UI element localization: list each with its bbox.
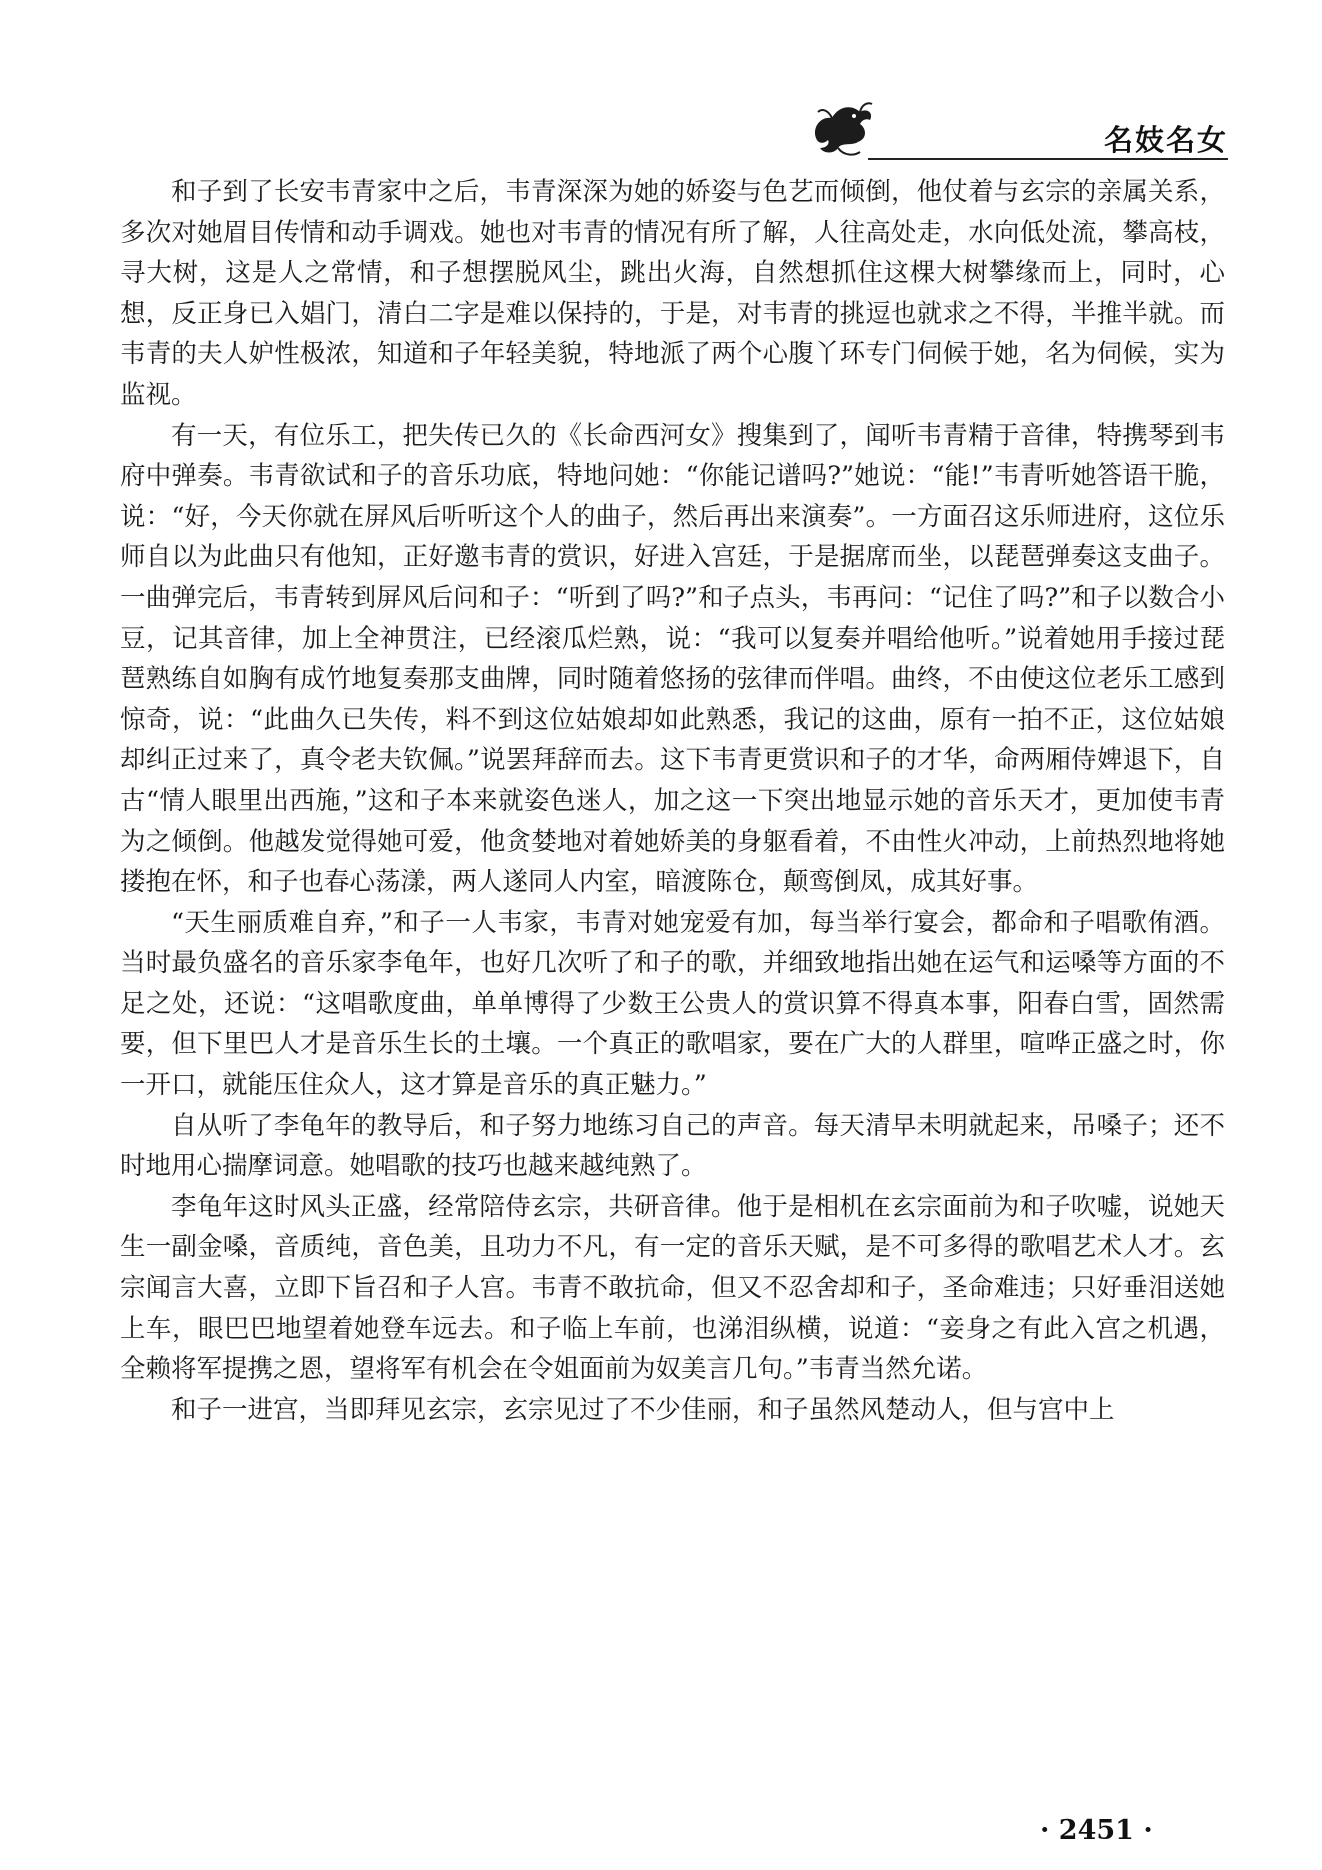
- page-number: · 2451 ·: [1040, 1815, 1153, 1846]
- paragraph: 有一天，有位乐工，把失传已久的《长命西河女》搜集到了，闻听韦青精于音律，特携琴到韦府中弹奏。韦青欲试和子的音乐功底，特地问她：“你能记谱吗?”她说：“能!”韦青听她答语干脆，说：“好，今天你就在屏风后听听这个人的曲子，然后再出来演奏”。一方面召这乐师进府，这位乐师自以为此曲只有他知，正好邀韦青的赏识，好进入宫廷，于是据席而坐，以琵琶弹奏这支曲子。一曲弹完后，韦青转到屏风后问和子：“听到了吗?”和子点头，韦再问：“记住了吗?”和子以数合小豆，记其音律，加上全神贯注，已经滚瓜烂熟，说：“我可以复奏并唱给他听。”说着她用手接过琵琶熟练自如胸有成竹地复奏那支曲牌，同时随着悠扬的弦律而伴唱。曲终，不由使这位老乐工感到惊奇，说：“此曲久已失传，料不到这位姑娘却如此熟悉，我记的这曲，原有一拍不正，这位姑娘却纠正过来了，真令老夫钦佩。”说罢拜辞而去。这下韦青更赏识和子的才华，命两厢侍婢退下，自古“情人眼里出西施，”这和子本来就姿色迷人，加之这一下突出地显示她的音乐天才，更加使韦青为之倾倒。他越发觉得她可爱，他贪婪地对着她娇美的身躯看着，不由性火冲动，上前热烈地将她搂抱在怀，和子也春心荡漾，两人遂同人内室，暗渡陈仓，颠鸾倒凤，成其好事。: [120, 420, 1225, 898]
- running-header: [808, 98, 1228, 168]
- body-text: [120, 172, 1225, 1430]
- paragraph: “天生丽质难自弃，”和子一人韦家，韦青对她宠爱有加，每当举行宴会，都命和子唱歌侑酒。当时最负盛名的音乐家李龟年，也好几次听了和子的歌，并细致地指出她在运气和运嗓等方面的不足之处，还说：“这唱歌度曲，单单博得了少数王公贵人的赏识算不得真本事，阳春白雪，固然需要，但下里巴人才是音乐生长的土壤。一个真正的歌唱家，要在广大的人群里，喧哗正盛之时，你一开口，就能压住众人，这才算是音乐的真正魅力。”: [120, 907, 1225, 1101]
- dragon-icon: [808, 98, 878, 160]
- paragraph: 李龟年这时风头正盛，经常陪侍玄宗，共研音律。他于是相机在玄宗面前为和子吹嘘，说她天生一副金嗓，音质纯，音色美，且功力不凡，有一定的音乐天赋，是不可多得的歌唱艺术人才。玄宗闻言大喜，立即下旨召和子人宫。韦青不敢抗命，但又不忍舍却和子，圣命难违；只好垂泪送她上车，眼巴巴地望着她登车远去。和子临上车前，也涕泪纵横，说道：“妾身之有此入宫之机遇，全赖将军提携之恩，望将军有机会在令姐面前为奴美言几句。”韦青当然允诺。: [120, 1191, 1225, 1385]
- header-divider: [868, 158, 1228, 160]
- paragraph: 自从听了李龟年的教导后，和子努力地练习自己的声音。每天清早未明就起来，吊嗓子；还不时地用心揣摩词意。她唱歌的技巧也越来越纯熟了。: [120, 1110, 1225, 1182]
- paragraph: 和子到了长安韦青家中之后，韦青深深为她的娇姿与色艺而倾倒，他仗着与玄宗的亲属关系，多次对她眉目传情和动手调戏。她也对韦青的情况有所了解，人往高处走，水向低处流，攀高枝，寻大树，这是人之常情，和子想摆脱风尘，跳出火海，自然想抓住这棵大树攀缘而上，同时，心想，反正身已入娼门，清白二字是难以保持的，于是，对韦青的挑逗也就求之不得，半推半就。而韦青的夫人妒性极浓，知道和子年轻美貌，特地派了两个心腹丫环专门伺候于她，名为伺候，实为监视。: [120, 177, 1225, 410]
- running-header-title: 名妓名女: [1103, 123, 1228, 157]
- paragraph: 和子一进宫，当即拜见玄宗，玄宗见过了不少佳丽，和子虽然风楚动人，但与宫中上: [171, 1394, 1115, 1425]
